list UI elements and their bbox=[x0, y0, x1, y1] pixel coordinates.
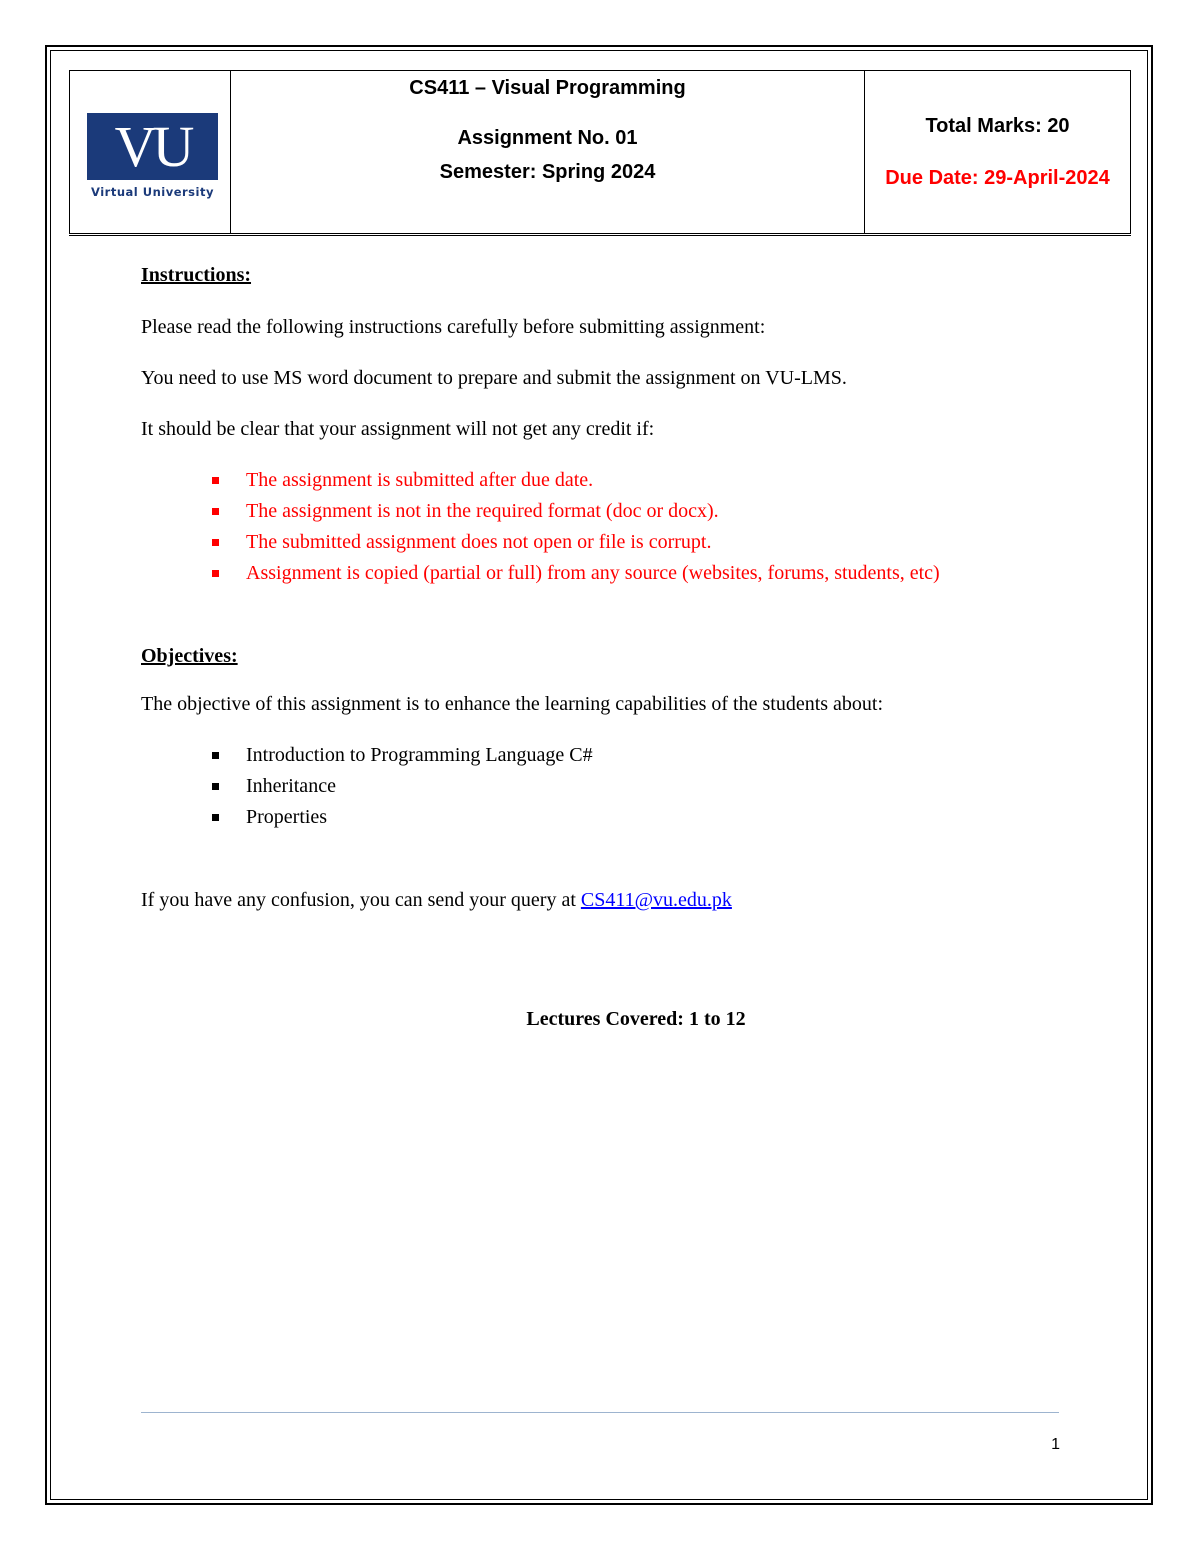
bullet-icon bbox=[212, 477, 219, 484]
instruction-line: Please read the following instructions carefully before submitting assignment: bbox=[141, 316, 766, 338]
objectives-heading: Objectives: bbox=[141, 645, 238, 667]
credit-conditions-list bbox=[141, 465, 1059, 589]
semester: Semester: Spring 2024 bbox=[439, 161, 656, 183]
contact-text: If you have any confusion, you can send your query at bbox=[141, 889, 581, 911]
marks-cell bbox=[865, 71, 1130, 233]
logo-cell bbox=[70, 71, 231, 233]
list-item: The assignment is not in the required format (doc or docx). bbox=[141, 496, 1059, 527]
bullet-icon bbox=[212, 508, 219, 515]
objectives-intro: The objective of this assignment is to enhance the learning capabilities of the students about: bbox=[141, 693, 884, 715]
instruction-line: You need to use MS word document to prepare and submit the assignment on VU-LMS. bbox=[141, 367, 847, 389]
bullet-icon bbox=[212, 814, 219, 821]
objectives-list bbox=[141, 740, 1059, 833]
header-table bbox=[69, 70, 1131, 234]
logo-letters: VU bbox=[114, 114, 191, 179]
lectures-covered: Lectures Covered: 1 to 12 bbox=[526, 1008, 746, 1030]
bullet-icon bbox=[212, 570, 219, 577]
instruction-line: It should be clear that your assignment will not get any credit if: bbox=[141, 418, 655, 440]
course-title: CS411 – Visual Programming bbox=[409, 77, 686, 99]
vu-logo bbox=[87, 113, 218, 203]
page-number: 1 bbox=[1051, 1436, 1060, 1453]
document-body bbox=[141, 260, 1059, 915]
list-item: Properties bbox=[141, 802, 1059, 833]
bullet-icon bbox=[212, 539, 219, 546]
list-item: The assignment is submitted after due date. bbox=[141, 465, 1059, 496]
list-item: Assignment is copied (partial or full) from any source (websites, forums, students, etc) bbox=[141, 558, 1059, 589]
bullet-icon bbox=[212, 752, 219, 759]
bullet-icon bbox=[212, 783, 219, 790]
due-date: Due Date: 29-April-2024 bbox=[885, 167, 1110, 189]
title-cell bbox=[231, 71, 865, 233]
instructions-heading: Instructions: bbox=[141, 264, 252, 286]
assignment-number: Assignment No. 01 bbox=[457, 127, 638, 149]
list-item: Introduction to Programming Language C# bbox=[141, 740, 1059, 771]
contact-line bbox=[141, 885, 1059, 915]
total-marks: Total Marks: 20 bbox=[925, 115, 1070, 137]
logo-caption: Virtual University bbox=[91, 185, 214, 199]
footer-divider bbox=[141, 1412, 1059, 1413]
email-link[interactable]: CS411@vu.edu.pk bbox=[580, 889, 732, 911]
list-item: The submitted assignment does not open or file is corrupt. bbox=[141, 527, 1059, 558]
list-item: Inheritance bbox=[141, 771, 1059, 802]
